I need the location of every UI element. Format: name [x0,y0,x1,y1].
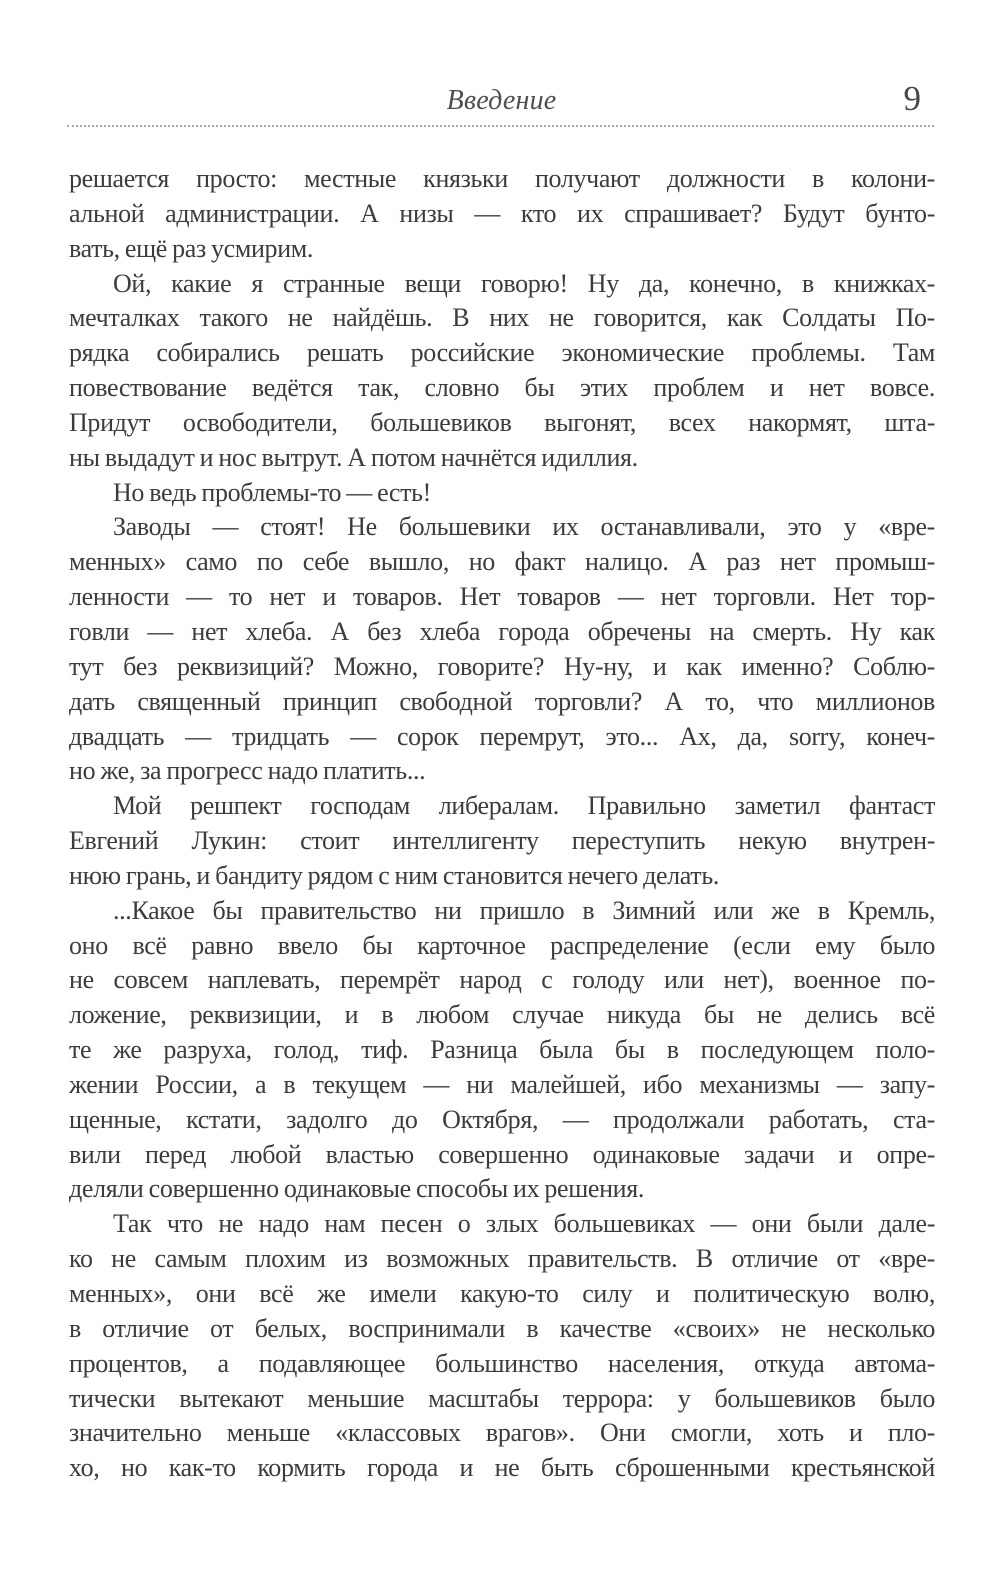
text-line: говли — нет хлеба. А без хлеба города обречены на смерть. Ну как [69,616,935,646]
text-line: ...Какое бы правительство ни пришло в Зимний или же в Кремль, [113,895,935,925]
text-line: решается просто: местные князьки получают должности в колони- [69,164,935,193]
header-rule [67,125,934,127]
text-line: ложение, реквизиции, и в любом случае никуда бы не делись всё [69,1000,935,1030]
text-line: ко не самым плохим из возможных правительств. В отличие от «вре- [69,1244,935,1274]
text-line: менных» само по себе вышло, но факт налицо. А раз нет промыш- [69,547,935,577]
text-line: Мой решпект господам либералам. Правильно заметил фантаст [113,791,935,821]
text-line: но же, за прогресс надо платить... [69,756,426,786]
text-line: двадцать — тридцать — сорок перемрут, это... Ах, да, sorry, конеч- [69,721,935,751]
running-head [68,79,935,124]
running-title: Введение [446,85,557,116]
text-line: мечталках такого не найдёшь. В них не говорится, как Солдаты По- [69,303,935,333]
text-line: ны выдадут и нос вытрут. А потом начнётся идиллия. [69,442,638,472]
text-line: щенные, кстати, задолго до Октября, — продолжали работать, ста- [69,1104,935,1134]
text-line: оно всё равно ввело бы карточное распределение (если ему было [69,930,935,960]
text-line: тически вытекают меньшие масштабы террора: у большевиков было [69,1383,935,1413]
text-line: хо, но как-то кормить города и не быть сброшенными крестьянской [69,1453,935,1483]
paragraph [69,476,935,511]
text-line: вать, ещё раз усмирим. [69,233,314,263]
text-line: жении России, а в текущем — ни малейшей, ибо механизмы — запу- [69,1069,935,1099]
text-line: рядка собирались решать российские экономические проблемы. Там [69,338,935,368]
paragraph [69,1207,935,1486]
text-line: Ой, какие я странные вещи говорю! Ну да, конечно, в книжках- [113,268,935,298]
text-line: в отличие от белых, воспринимали в качестве «своих» не несколько [69,1313,935,1343]
text-line: Придут освободители, большевиков выгонят, всех накормят, шта- [69,407,935,437]
text-line: дать священный принцип свободной торговли? А то, что миллионов [69,686,935,716]
text-line: Так что не надо нам песен о злых большевиках — они были дале- [113,1209,935,1239]
text-line: не совсем наплевать, перемрёт народ с голоду или нет), военное по- [69,965,935,995]
text-line: повествование ведётся так, словно бы этих проблем и нет вовсе. [69,373,935,403]
text-line: Евгений Лукин: стоит интеллигенту переступить некую внутрен- [69,826,935,856]
text-line: процентов, а подавляющее большинство населения, откуда автома- [69,1348,935,1378]
paragraph [69,162,935,267]
text-line: Заводы — стоят! Не большевики их останавливали, это у «вре- [113,512,935,542]
text-line: вили перед любой властью совершенно одинаковые задачи и опре- [69,1139,935,1169]
paragraph [69,789,935,894]
text-line: значительно меньше «классовых врагов». Они смогли, хоть и пло- [69,1418,935,1448]
text-line: Но ведь проблемы-то — есть! [113,477,431,507]
paragraph [69,267,935,476]
text-line: тут без реквизиций? Можно, говорите? Ну-ну, и как именно? Соблю- [69,651,935,681]
page-number: 9 [903,79,921,118]
page-text [69,162,935,1486]
text-line: деляли совершенно одинаковые способы их решения. [69,1174,644,1204]
text-line: альной администрации. А низы — кто их спрашивает? Будут бунто- [69,198,935,228]
paragraph [69,894,935,1208]
text-line: те же разруха, голод, тиф. Разница была бы в последующем поло- [69,1035,935,1065]
text-line: нюю грань, и бандиту рядом с ним становится нечего делать. [69,860,719,890]
text-line: менных», они всё же имели какую-то силу и политическую волю, [69,1279,935,1308]
text-line: ленности — то нет и товаров. Нет товаров — нет торговли. Нет тор- [69,582,935,612]
paragraph [69,510,935,789]
